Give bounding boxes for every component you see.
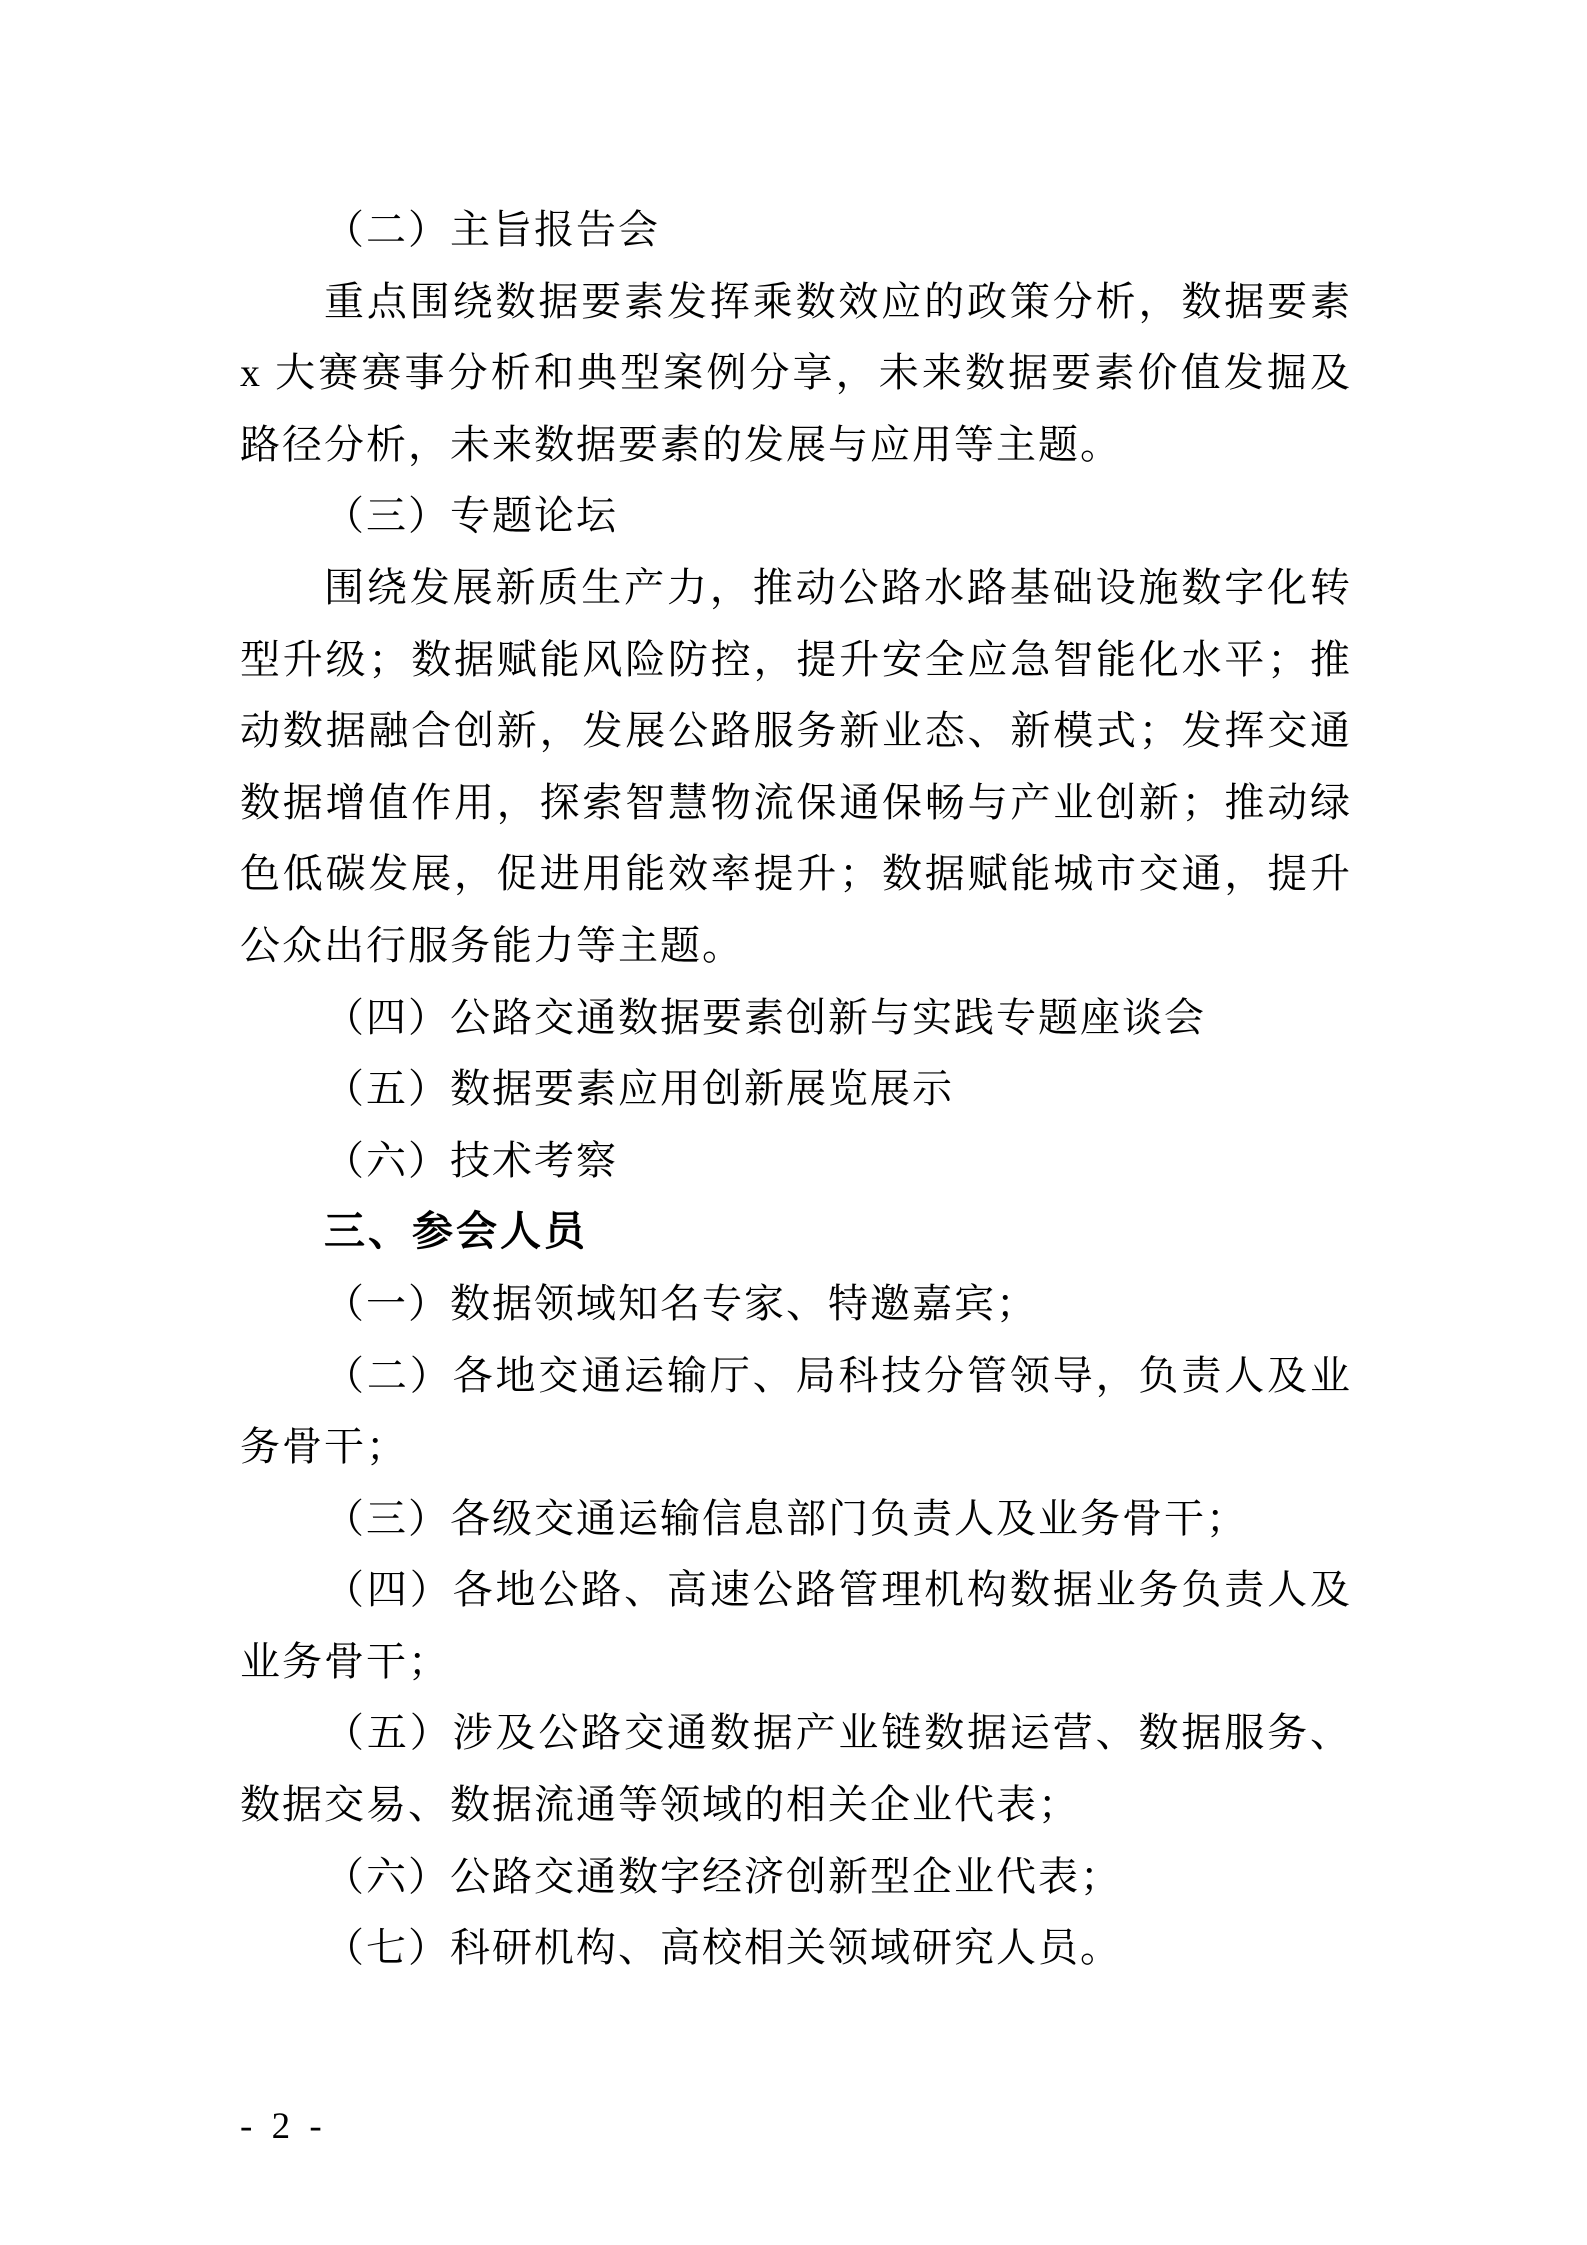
text-line: （二）各地交通运输厅、局科技分管领导，负责人及业 — [324, 1352, 1352, 1398]
text-line: 务骨干； — [240, 1424, 408, 1470]
text-line: 数据交易、数据流通等领域的相关企业代表； — [240, 1782, 1080, 1828]
text-line: （二）主旨报告会 — [324, 207, 660, 252]
text-line: （六）公路交通数字经济创新型企业代表； — [324, 1853, 1122, 1899]
text-line: （一）数据领域知名专家、特邀嘉宾； — [324, 1280, 1038, 1326]
text-line: （三）各级交通运输信息部门负责人及业务骨干； — [324, 1495, 1248, 1541]
text-line: （四）公路交通数据要素创新与实践专题座谈会 — [324, 994, 1206, 1040]
text-line: （四）各地公路、高速公路管理机构数据业务负责人及 — [324, 1567, 1352, 1613]
text-line: 业务骨干； — [240, 1638, 450, 1684]
text-line: （七）科研机构、高校相关领域研究人员。 — [324, 1925, 1122, 1971]
document-body — [240, 194, 1352, 1984]
text-line: 公众出行服务能力等主题。 — [240, 922, 744, 968]
text-line: （六）技术考察 — [324, 1137, 618, 1183]
text-line: 路径分析，未来数据要素的发展与应用等主题。 — [240, 421, 1122, 467]
text-line: 型升级；数据赋能风险防控，提升安全应急智能化水平；推 — [240, 636, 1352, 682]
text-line: 数据增值作用，探索智慧物流保通保畅与产业创新；推动绿 — [240, 779, 1352, 825]
text-line: 重点围绕数据要素发挥乘数效应的政策分析，数据要素 — [324, 278, 1352, 324]
text-line: （三）专题论坛 — [324, 493, 618, 539]
section-heading: 三、参会人员 — [324, 1208, 588, 1255]
page-number: - 2 - — [240, 2106, 327, 2147]
text-line: x 大赛赛事分析和典型案例分享，未来数据要素价值发掘及 — [240, 350, 1352, 396]
text-line: 动数据融合创新，发展公路服务新业态、新模式；发挥交通 — [240, 708, 1352, 754]
text-line: 色低碳发展，促进用能效率提升；数据赋能城市交通，提升 — [240, 851, 1352, 897]
text-line: 围绕发展新质生产力，推动公路水路基础设施数字化转 — [324, 564, 1352, 610]
text-line: （五）数据要素应用创新展览展示 — [324, 1066, 954, 1112]
text-line: （五）涉及公路交通数据产业链数据运营、数据服务、 — [324, 1710, 1352, 1756]
